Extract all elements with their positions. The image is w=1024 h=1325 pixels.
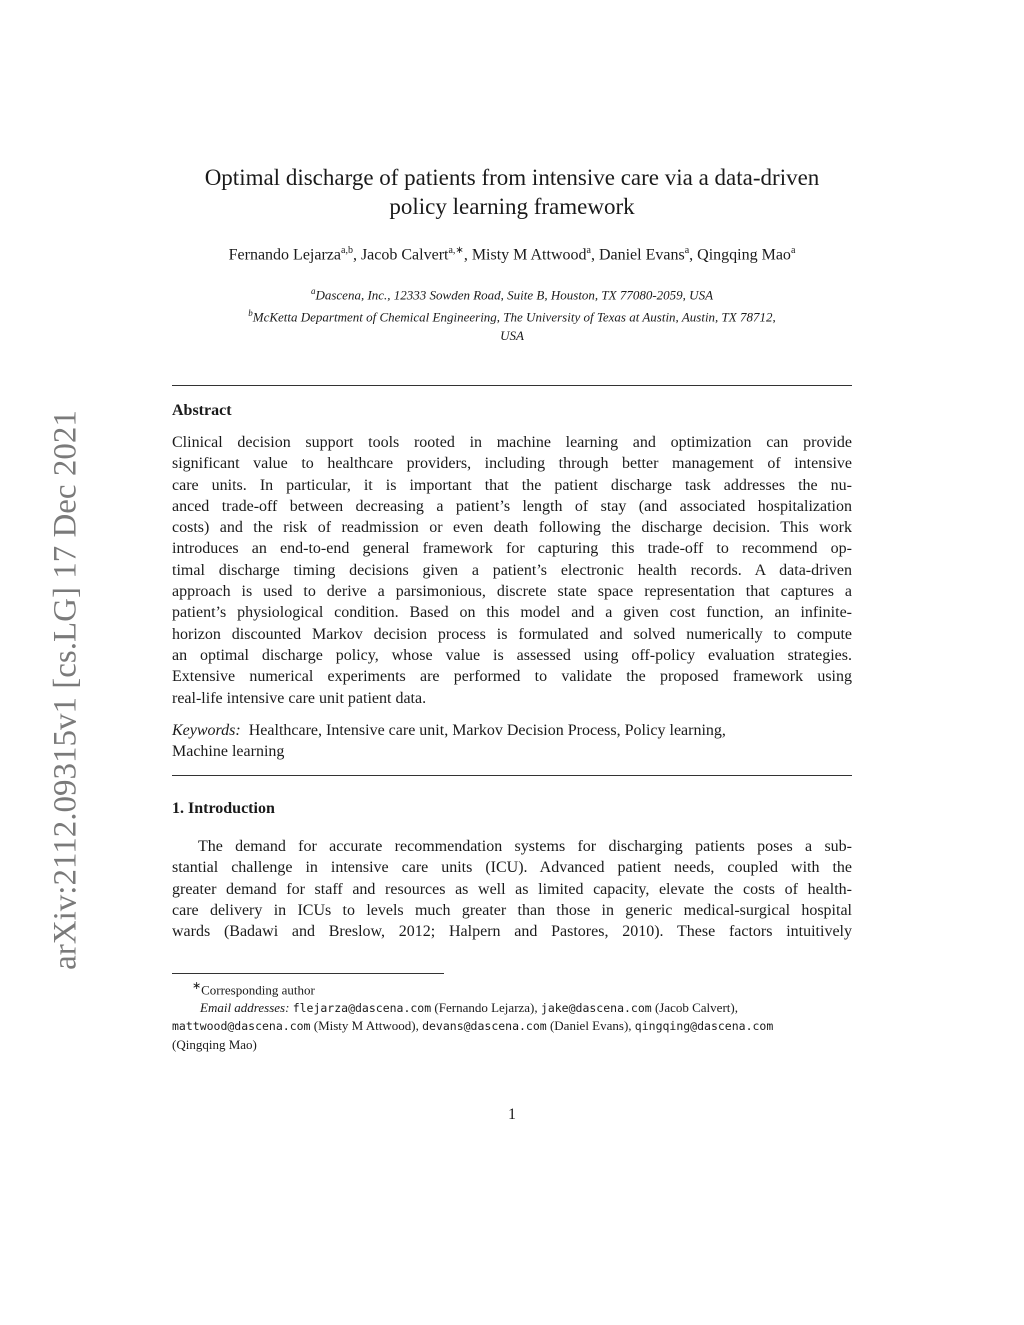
section-heading: 1. Introduction (172, 800, 275, 817)
abstract-line: introduces an end-to-end general framework for capturing this trade-off to recommend op- (172, 540, 852, 558)
title-line: policy learning framework (389, 194, 635, 219)
title-line: Optimal discharge of patients from intensive care via a data-driven (204, 165, 820, 190)
abstract-heading: Abstract (172, 402, 232, 419)
keywords-label: Keywords: (172, 722, 241, 739)
abstract-line: horizon discounted Markov decision process is formulated and solved numerically to compute (172, 625, 852, 643)
affiliation-mark: a (310, 286, 316, 296)
abstract-line: approach is used to derive a parsimonious, discrete state space representation that captures a (172, 583, 852, 601)
email-owner: (Jacob Calvert), (654, 999, 738, 1015)
intro-line: care delivery in ICUs to levels much greater than those in generic medical-surgical hospital (172, 901, 852, 919)
abstract-line: Clinical decision support tools rooted in machine learning and optimization can provide (172, 434, 852, 451)
paper-title (172, 163, 852, 221)
footnote-rule (172, 973, 444, 974)
author-name: Daniel Evans (598, 246, 685, 264)
author-affil-mark: a,∗ (448, 245, 464, 256)
keywords-text: Healthcare, Intensive care unit, Markov Decision Process, Policy learning, (248, 722, 726, 739)
affiliations (172, 282, 852, 345)
affiliation-text: McKetta Department of Chemical Engineering, The University of Texas at Austin, Austin, TX 78712, (252, 309, 776, 325)
abstract-line: real-life intensive care unit patient data. (172, 689, 427, 707)
arxiv-id-text: arXiv:2112.09315v1 [cs.LG] 17 Dec 2021 (47, 410, 84, 970)
abstract-line: anced trade-off between decreasing a patient’s length of stay (and associated hospitalization (172, 497, 852, 515)
author-affil-mark: a (684, 245, 690, 256)
email-link[interactable]: qingqing@dascena.com (634, 1019, 774, 1034)
email-link[interactable]: devans@dascena.com (422, 1019, 547, 1034)
footnote-corresponding: ∗Corresponding author (192, 980, 315, 998)
author-list: Fernando Lejarza$^{a,b}$, Jacob Calvert$^{a,∗}$, Misty M Attwood$^a$, Daniel Evans$^a$, Qingqing Mao$^a$ (228, 245, 796, 264)
abstract-line: care units. In particular, it is important that the patient discharge task addresses the nu- (172, 476, 852, 494)
author-affil-mark: a (790, 245, 796, 256)
keywords-line (172, 720, 852, 741)
arxiv-identifier (26, 410, 106, 970)
email-owner: (Fernando Lejarza), (434, 999, 538, 1015)
footnote-last-line: (Qingqing Mao) (172, 1036, 257, 1052)
email-owner: (Daniel Evans), (549, 1018, 632, 1034)
page-number: 1 (508, 1106, 516, 1123)
author-name: Qingqing Mao (697, 246, 791, 264)
affiliation-text: USA (500, 327, 524, 343)
email-link[interactable]: flejarza@dascena.com (292, 1000, 432, 1015)
abstract-top-rule (172, 385, 852, 386)
affiliation-line (172, 282, 852, 304)
abstract-line: significant value to healthcare providers, including through better management of intensive (172, 455, 852, 473)
footnote-text: Corresponding author (201, 982, 315, 998)
affiliation-line (172, 304, 852, 326)
footnote-emails-cont (172, 1017, 852, 1036)
abstract-line: costs) and the risk of readmission or even death following the discharge decision. This work (172, 519, 852, 537)
email-label: Email addresses: (200, 999, 290, 1015)
author-name: Fernando Lejarza (228, 246, 341, 264)
abstract-body (172, 432, 852, 709)
intro-line: greater demand for staff and resources as well as limited capacity, elevate the costs of health- (172, 880, 852, 898)
keywords (172, 720, 852, 762)
intro-line: The demand for accurate recommendation systems for discharging patients poses a sub- (198, 838, 852, 855)
abstract-line: Extensive numerical experiments are performed to validate the proposed framework using (172, 668, 852, 686)
email-owner: (Misty M Attwood), (313, 1018, 419, 1034)
affiliation-mark: b (248, 308, 253, 319)
abstract-line: an optimal discharge policy, whose value is assessed using off-policy evaluation strategies. (172, 646, 852, 664)
author-affil-mark: a (586, 245, 591, 256)
footnotes (172, 978, 852, 1053)
abstract-bottom-rule (172, 775, 852, 776)
keywords-text: Machine learning (172, 743, 285, 760)
author-affil-mark: a,b (341, 245, 353, 256)
abstract-line: timal discharge timing decisions given a patient’s electronic health records. A data-driven (172, 561, 852, 579)
author-name: Misty M Attwood (471, 246, 587, 264)
abstract-line: patient’s physiological condition. Based on this model and a given cost function, an infinite- (172, 604, 852, 622)
author-name: Jacob Calvert (360, 246, 449, 264)
footnote-emails (172, 999, 852, 1018)
affiliation-text: Dascena, Inc., 12333 Sowden Road, Suite B, Houston, TX 77080-2059, USA (315, 287, 714, 303)
intro-line: stantial challenge in intensive care units (ICU). Advanced patient needs, coupled with the (172, 859, 852, 877)
email-link[interactable]: mattwood@dascena.com (172, 1019, 311, 1034)
intro-line: wards (Badawi and Breslow, 2012; Halpern and Pastores, 2010). These factors intuitively (172, 923, 852, 941)
email-link[interactable]: jake@dascena.com (540, 1000, 652, 1015)
affiliation-line (172, 327, 852, 345)
introduction-body (172, 836, 852, 942)
